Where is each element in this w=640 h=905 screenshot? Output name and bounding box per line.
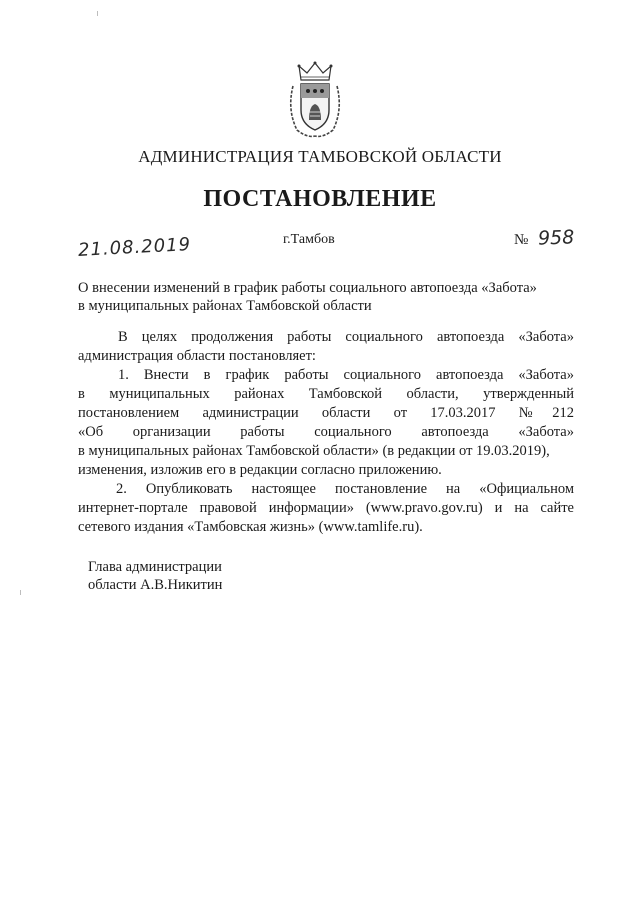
item1-line: в муниципальных районах Тамбовской области» (в редакции от 19.03.2019), <box>78 443 550 459</box>
document-subject <box>78 279 537 315</box>
city-label: г.Тамбов <box>283 232 335 247</box>
signature-block <box>88 558 222 594</box>
item1-line: постановлением администрации области от 17.03.2017 №212 <box>78 405 574 421</box>
signature-line: Глава администрации <box>88 559 222 575</box>
handwritten-number: 958 <box>537 226 575 250</box>
item2-line: интернет-портале правовой информации» (www.pravo.gov.ru) и на сайте <box>78 500 574 516</box>
subject-line: в муниципальных районах Тамбовской области <box>78 298 372 314</box>
item2-line: 2. Опубликовать настоящее постановление на «Официальном <box>116 481 574 497</box>
item1-line: в муниципальных районах Тамбовской области, утвержденный <box>78 386 574 402</box>
handwritten-date: 21.08.2019 <box>77 234 192 261</box>
document-type-heading: ПОСТАНОВЛЕНИЕ <box>203 186 437 212</box>
scan-mark <box>20 590 21 595</box>
item1-line: «Об организации работы социального автопоезда «Забота» <box>78 424 574 440</box>
coat-of-arms-emblem <box>285 60 345 140</box>
scan-mark <box>97 11 98 16</box>
subject-line: О внесении изменений в график работы социального автопоезда «Забота» <box>78 280 537 296</box>
intro-line: В целях продолжения работы социального автопоезда «Забота» <box>118 329 574 345</box>
signature-line: области А.В.Никитин <box>88 577 223 593</box>
document-number <box>514 227 574 249</box>
item2-line: сетевого издания «Тамбовская жизнь» (www.tamlife.ru). <box>78 519 423 535</box>
document-body <box>78 328 574 537</box>
intro-line: администрация области постановляет: <box>78 348 316 364</box>
item1-line: изменения, изложив его в редакции согласно приложению. <box>78 462 442 478</box>
item1-line: 1. Внести в график работы социального автопоезда «Забота» <box>118 367 574 383</box>
organization-title: АДМИНИСТРАЦИЯ ТАМБОВСКОЙ ОБЛАСТИ <box>138 147 502 166</box>
number-sign: № <box>514 232 529 248</box>
